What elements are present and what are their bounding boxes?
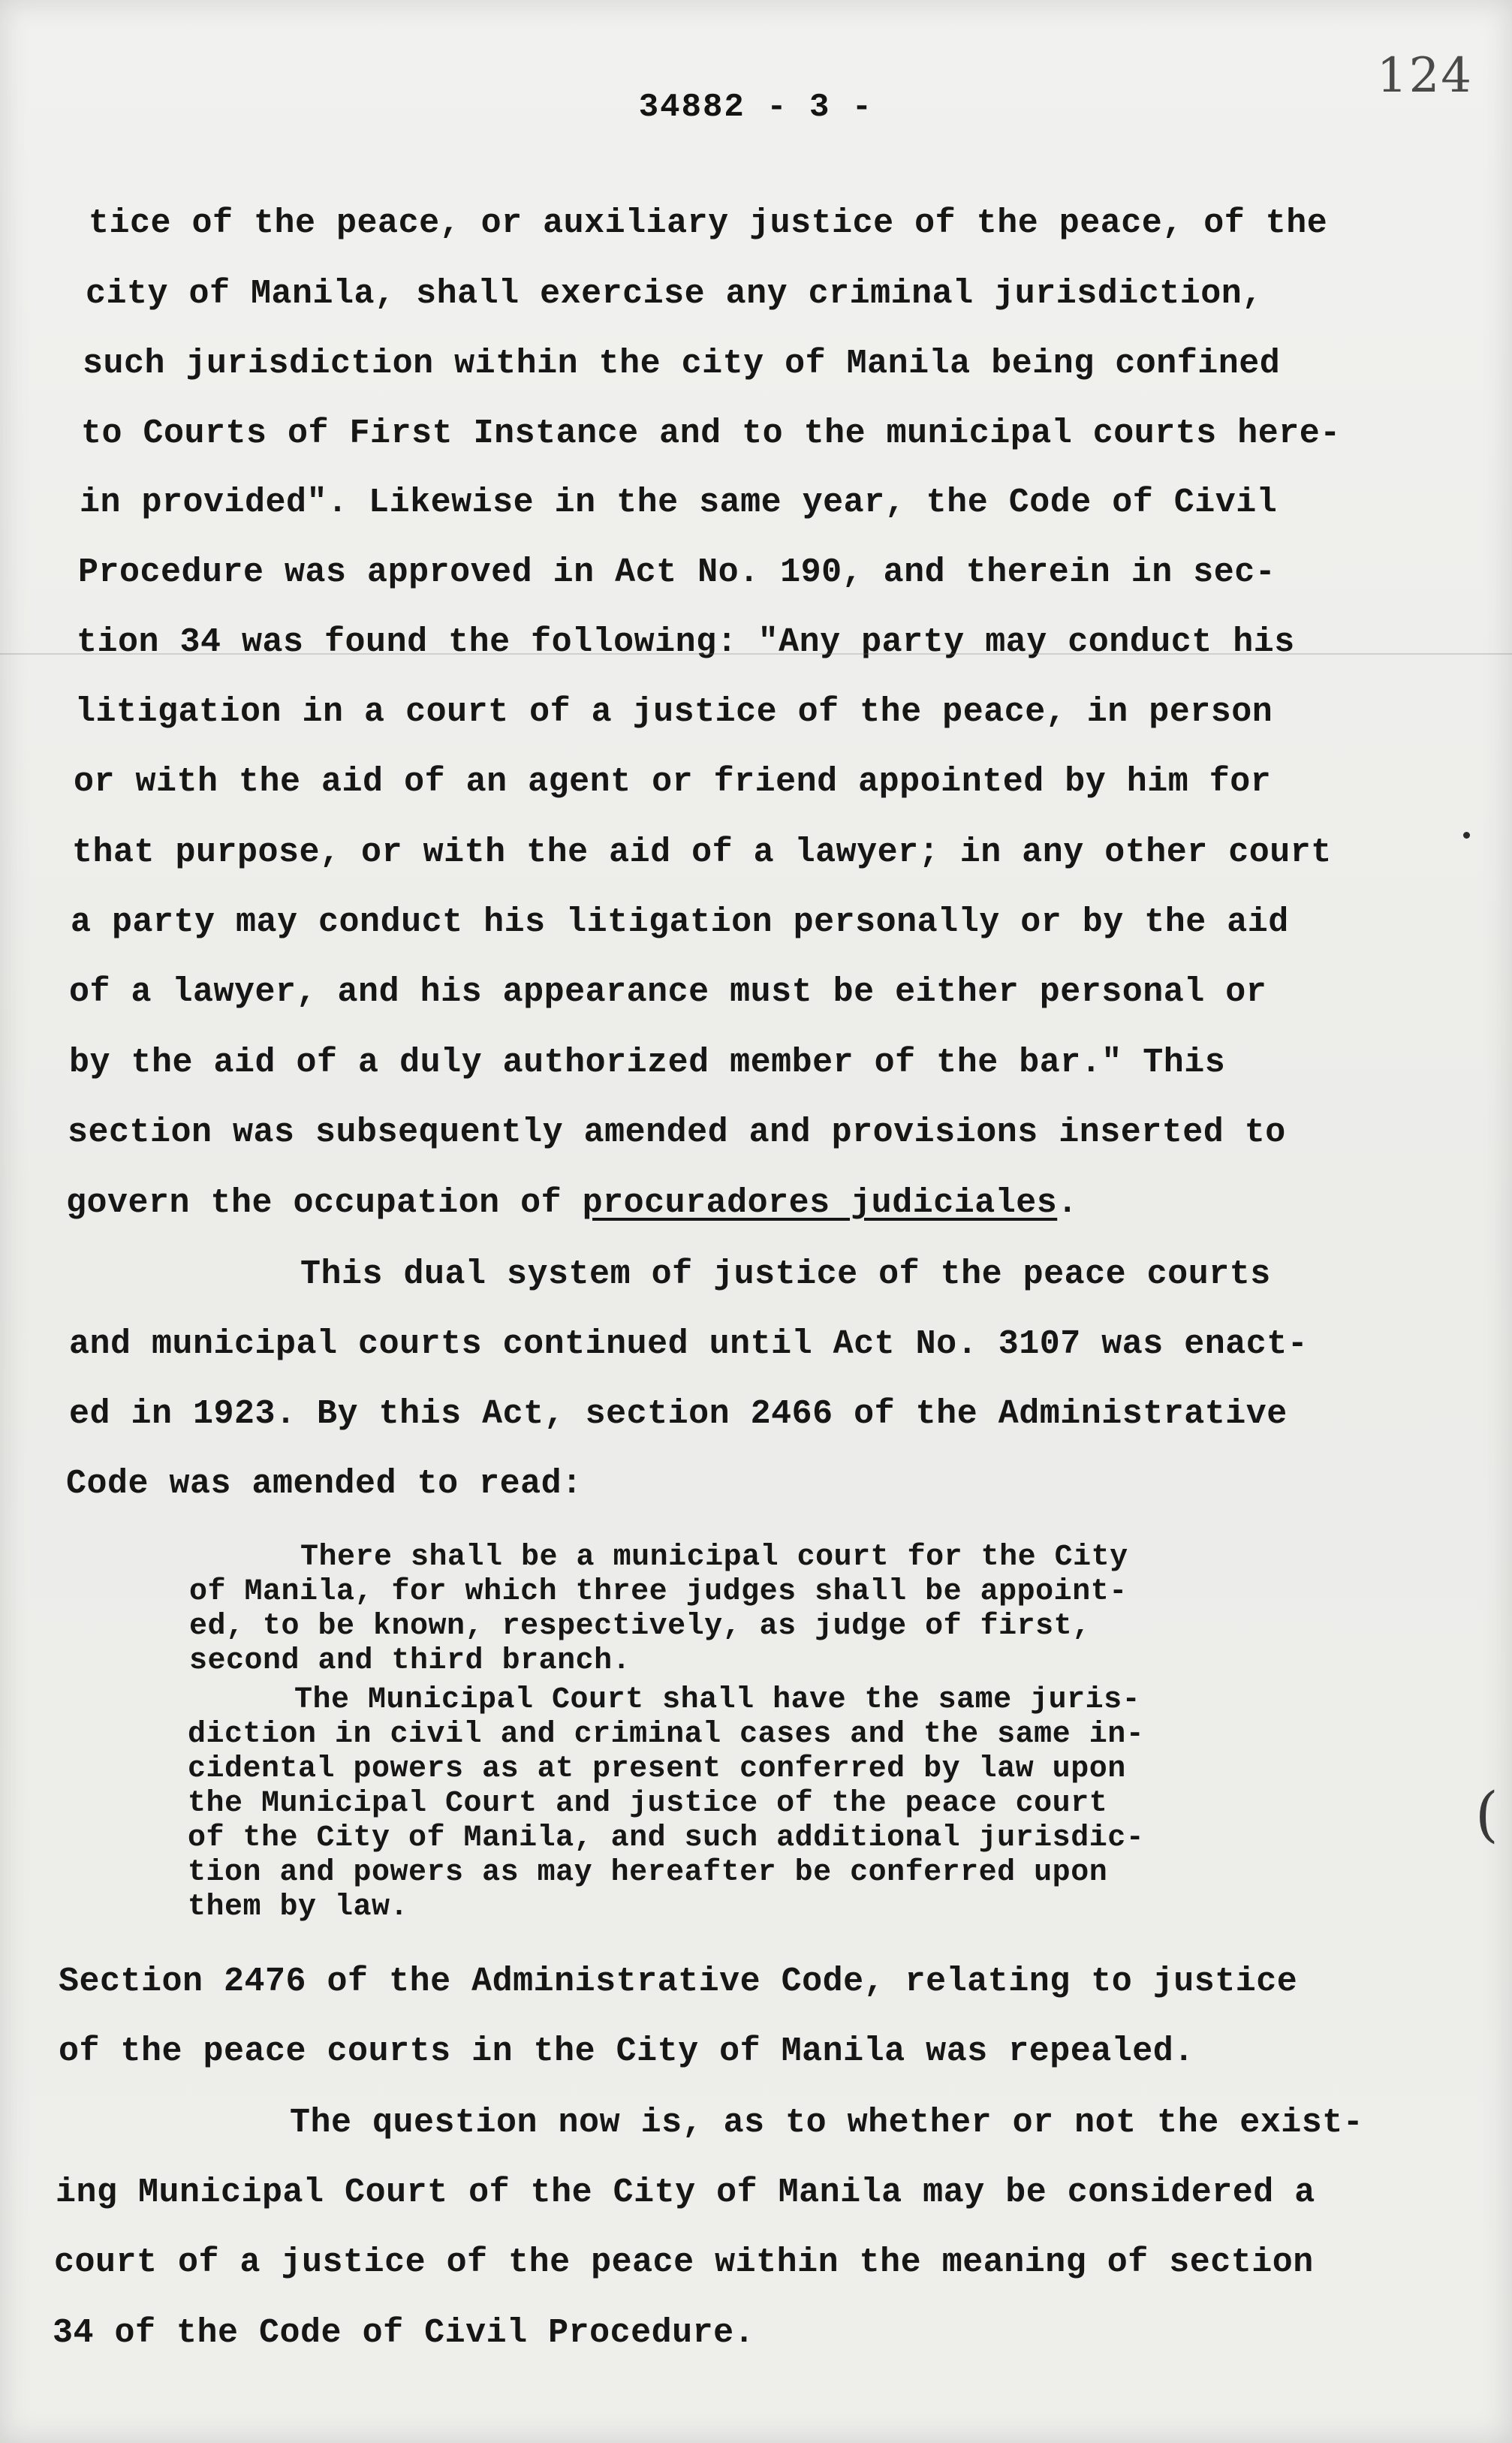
- govern-suffix: .: [1057, 1184, 1078, 1222]
- body-line: that purpose, or with the aid of a lawyer; in any other court: [72, 833, 1332, 872]
- govern-prefix: govern the occupation of: [66, 1184, 583, 1222]
- paragraph-line: 34 of the Code of Civil Procedure.: [53, 2314, 755, 2352]
- quote-line: the Municipal Court and justice of the peace court: [188, 1787, 1108, 1821]
- margin-pencil-mark: (: [1474, 1779, 1498, 1849]
- body-line: by the aid of a duly authorized member of the bar." This: [69, 1044, 1226, 1082]
- body-line: Procedure was approved in Act No. 190, and therein in sec-: [78, 553, 1276, 592]
- scan-fold-line: [0, 653, 1512, 655]
- quote-line: of Manila, for which three judges shall be appoint-: [189, 1575, 1128, 1609]
- paragraph-line: court of a justice of the peace within the meaning of section: [54, 2243, 1314, 2282]
- paragraph-line: of the peace courts in the City of Manila was repealed.: [59, 2032, 1194, 2071]
- paragraph-line: This dual system of justice of the peace courts: [300, 1255, 1271, 1294]
- quote-line: The Municipal Court shall have the same juris-: [294, 1683, 1141, 1717]
- quote-line: ed, to be known, respectively, as judge of first,: [189, 1610, 1091, 1643]
- quote-line: There shall be a municipal court for the City: [300, 1541, 1128, 1574]
- quote-line: second and third branch.: [189, 1644, 631, 1678]
- quote-line: cidental powers as at present conferred by law upon: [188, 1752, 1126, 1786]
- quote-line: diction in civil and criminal cases and the same in-: [188, 1718, 1145, 1752]
- body-line: section was subsequently amended and provisions inserted to: [68, 1113, 1286, 1152]
- paragraph-line: The question now is, as to whether or not the exist-: [290, 2104, 1364, 2142]
- body-line: to Courts of First Instance and to the municipal courts here-: [81, 414, 1341, 453]
- paragraph-line: Section 2476 of the Administrative Code, relating to justice: [59, 1963, 1298, 2001]
- body-line: city of Manila, shall exercise any criminal jurisdiction,: [86, 275, 1263, 313]
- page-number-stamp: 124: [1376, 48, 1473, 104]
- body-line: litigation in a court of a justice of the peace, in person: [75, 693, 1273, 731]
- body-line: such jurisdiction within the city of Manila being confined: [83, 345, 1281, 383]
- ink-dot: [1463, 832, 1470, 839]
- body-line-govern: [66, 1184, 1078, 1222]
- paragraph-line: Code was amended to read:: [66, 1465, 583, 1503]
- body-line: tice of the peace, or auxiliary justice of the peace, of the: [89, 204, 1328, 242]
- quote-line: tion and powers as may hereafter be conferred upon: [188, 1856, 1108, 1890]
- quote-line: them by law.: [188, 1890, 409, 1924]
- quote-line: of the City of Manila, and such additional jurisdic-: [188, 1821, 1145, 1855]
- body-line: in provided". Likewise in the same year, the Code of Civil: [80, 483, 1278, 522]
- body-line: a party may conduct his litigation personally or by the aid: [71, 903, 1289, 941]
- paragraph-line: ed in 1923. By this Act, section 2466 of the Administrative: [69, 1395, 1288, 1433]
- document-number-header: 34882 - 3 -: [638, 89, 874, 126]
- paragraph-line: ing Municipal Court of the City of Manila may be considered a: [56, 2173, 1315, 2212]
- body-line: of a lawyer, and his appearance must be either personal or: [69, 973, 1267, 1011]
- body-line: tion 34 was found the following: "Any party may conduct his: [77, 623, 1295, 661]
- underlined-term: procuradores judiciales: [582, 1184, 1058, 1222]
- body-line: or with the aid of an agent or friend appointed by him for: [74, 763, 1272, 801]
- paragraph-line: and municipal courts continued until Act No. 3107 was enact-: [69, 1325, 1309, 1363]
